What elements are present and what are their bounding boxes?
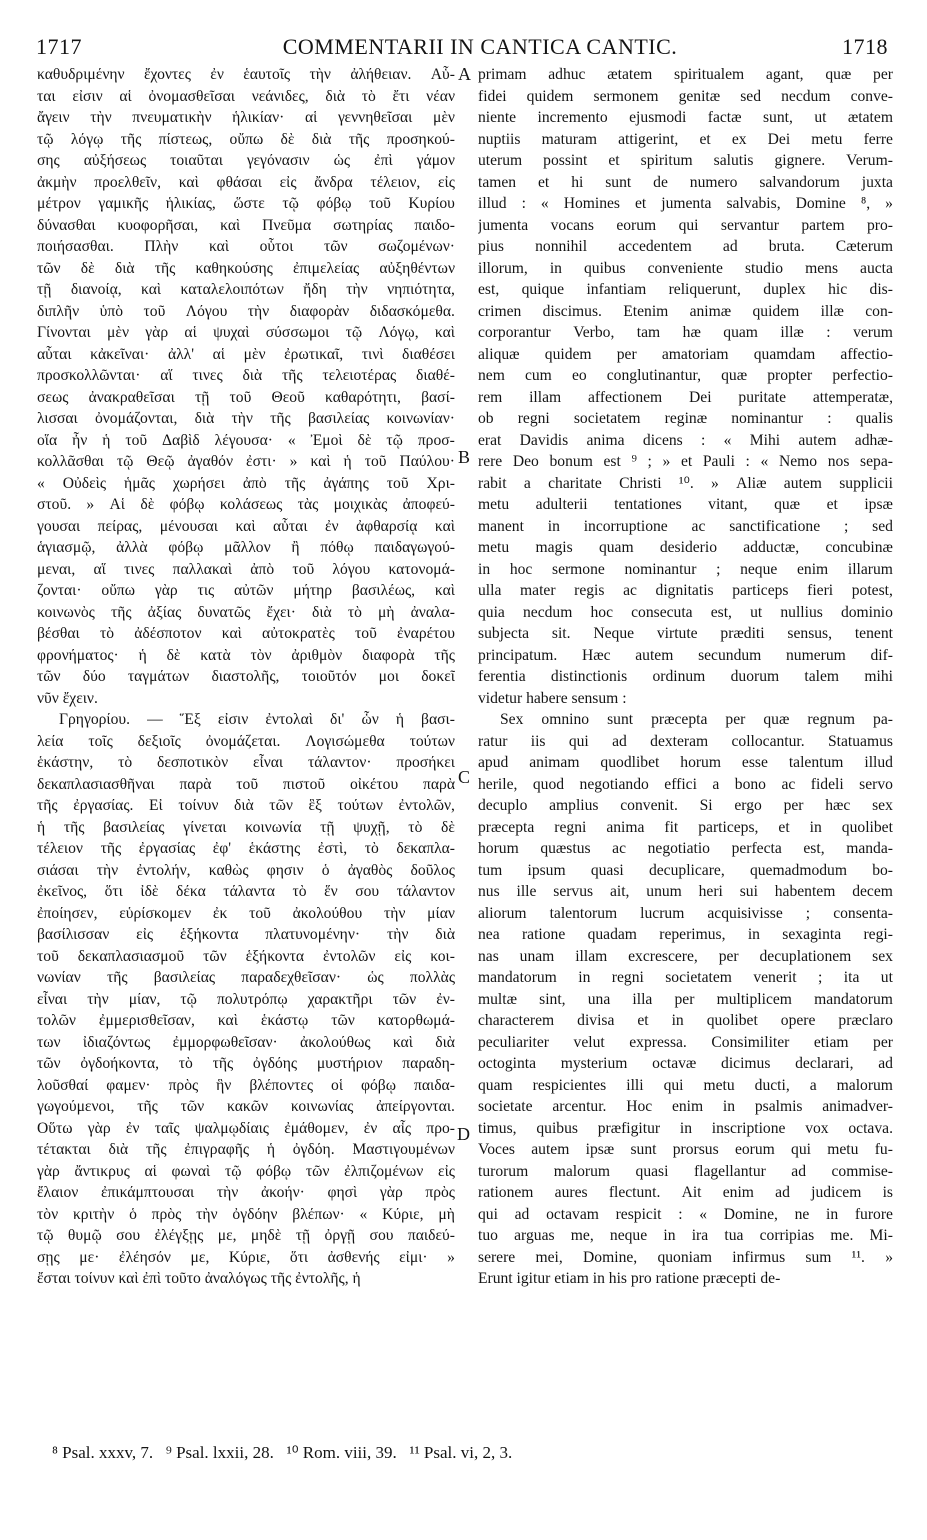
greek-text-line: κολλᾶσθαι τῷ Θεῷ ἀγαθόν ἐστι· » καὶ ἡ τοῦ Παύλου· <box>37 453 455 470</box>
greek-text-line: κοινωνὸς τῆς ἀξίας δυνατῶς ἔχει· διὰ τὸ μὴ ἀναλα- <box>37 603 455 621</box>
latin-text-line: Voces autem ipsæ sunt prorsus eorum qui metu fu- <box>478 1141 893 1158</box>
greek-text-line: σῃς με· ἐλέησόν με, Κύριε, ὅτι ἀσθενής εἰμι· » <box>37 1248 455 1266</box>
latin-text-line: pius nonnihil accedentem ad bruta. Cæterum <box>478 238 893 255</box>
latin-text-line: quia necdum hoc consecuta est, ut nullius dominio <box>478 603 893 621</box>
latin-text-line: illud : « Homines et jumenta salvabis, Domine ⁸, » <box>478 195 893 212</box>
latin-text-line: principatum. Hæc autem secundum numerum dif- <box>478 646 893 664</box>
latin-text-line: ob regni societatem reginæ nominantur : qualis <box>478 410 893 427</box>
greek-text-line: σης αὐξήσεως τοιαῦται γεγόνασιν ὡς ἐπὶ γάμον <box>37 152 455 169</box>
greek-text-line: προσκολλῶνται· αἵ τινες διὰ τῆς τελειοτέρας διαθέ- <box>37 367 455 384</box>
greek-text-line: λοῦσθαί φαμεν· πρὸς ἣν βλέποντες οἱ φόβῳ παιδα- <box>37 1076 455 1094</box>
latin-text-line: ulla mater regis ac dignitatis particeps fieri potest, <box>478 582 893 599</box>
greek-text-line: νῦν ἔχειν. <box>37 689 98 707</box>
latin-text-line: turorum malorum quasi flagellantur ad commise- <box>478 1162 893 1180</box>
latin-text-line: metu magis quam desiderio adductæ, concubinæ <box>478 539 893 556</box>
greek-text-line: τολῶν ἐμμερισθεῖσαν, καὶ ἑκάστῳ τῶν κατορθωμά- <box>37 1012 455 1029</box>
latin-text-line: illorum, in quibus conveniente studio mens aucta <box>478 259 893 277</box>
greek-text-line: νωνίαν τῆς βασιλείας παραδεχθεῖσαν· ὡς πολλὰς <box>37 969 455 986</box>
greek-text-line: ἐκεῖνος, ὅτι ἰδὲ δέκα τάλαντα τὸ ἕν σου τάλαντον <box>37 883 455 900</box>
greek-text-line: ἔλαιον ἐπικάμπτουσαι τὴν ἀκοήν· φησὶ γὰρ πρὸς <box>37 1184 455 1201</box>
greek-text-line: τέτακται διὰ τῆς ἐπιγραφῆς ἡ ὀγδόη. Μαστιγουμένων <box>37 1141 455 1158</box>
greek-text-line: Οὕτω γὰρ ἐν ταῖς ψαλμῳδίαις ἐμάθομεν, ἐν αἷς προ- <box>37 1119 455 1137</box>
latin-text-line: niente incremento ejusmodi factæ sunt, ut ætatem <box>478 109 893 126</box>
greek-text-line: ἄγειν τὴν πνευματικὴν ἡλικίαν· αἱ γεννηθεῖσαι μὲν <box>37 109 455 126</box>
greek-text-line: τῆς ἐργασίας. Εἰ τοίνυν διὰ τῶν ἓξ τούτων ἐντολῶν, <box>37 797 455 814</box>
latin-text-line: in hoc sermone nominantur ; neque enim illarum <box>478 560 893 578</box>
latin-text-line: rationem aures flectunt. Ait enim ad judicem is <box>478 1184 893 1201</box>
greek-text-line: φρονήματος· ἡ δὲ κατὰ τὸν ἀριθμὸν διαφορὰ τῆς <box>37 646 455 664</box>
latin-text-line: Sex omnino sunt præcepta per quæ regnum pa- <box>500 711 893 728</box>
greek-text-line: στοῦ. » Αἱ δὲ φόβῳ κολάσεως τὰς μοιχικὰς ἀποφεύ- <box>37 496 455 513</box>
latin-text-line: subjecta sit. Neque virtute præditi sensus, tenent <box>478 625 893 642</box>
greek-text-line: αὗται κἀκεῖναι· ἀλλ' αἱ μὲν ἐρωτικαῖ, τινὶ διαθέσει <box>37 345 455 363</box>
greek-text-line: Γρηγορίου. — Ἕξ εἰσιν ἐντολαὶ δι' ὧν ἡ βασι- <box>59 711 455 728</box>
latin-text-line: nea ratione quadam reperimus, in sexaginta regi- <box>478 926 893 943</box>
latin-text-line: serere mei, Domine, quoniam infirmus sum ¹¹. » <box>478 1248 893 1266</box>
greek-text-line: « Οὐδεὶς ἡμᾶς χωρήσει ἀπὸ τῆς ἀγάπης τοῦ Χρι- <box>37 474 455 492</box>
greek-text-line: δύνασθαι κυοφορῆσαι, καὶ Πνεῦμα σωτηρίας παιδο- <box>37 216 455 234</box>
greek-text-line: ποιήσασθαι. Πλὴν καὶ οὗτοι τῶν σωζομένων· <box>37 238 455 255</box>
latin-text-line: nem cum eo conglutinantur, quæ propter perfectio- <box>478 367 893 384</box>
section-marker-d: D <box>457 1124 470 1144</box>
greek-text-line: ἔσται τοίνυν καὶ ἐπὶ τοῦτο ἀναλόγως τῆς ἐντολῆς, ἡ <box>37 1270 361 1287</box>
latin-text-line: nuptiis maturam attigerint, et ex Dei metu ferre <box>478 130 893 148</box>
greek-text-line: τῷ θυμῷ σου ἐλέγξῃς με, μηδὲ τῇ ὀργῇ σου παιδεύ- <box>37 1227 455 1244</box>
latin-text-line: tamen et hi sunt de numero salvandorum juxta <box>478 173 893 191</box>
latin-text-line: crimen discimus. Etenim animæ quidem illæ con- <box>478 302 893 320</box>
latin-text-line: mandatorum in regni societatem venerit ; ita ut <box>478 969 893 986</box>
latin-text-line: decuplo amplius convenit. Si ergo per hæc sex <box>478 797 893 814</box>
latin-text-line: nas unam illam excrescere, per decuplationem sex <box>478 947 893 965</box>
greek-text-line: ἁγιασμῷ, ἀλλὰ φόβῳ μᾶλλον ἢ πόθῳ παιδαγωγού- <box>37 539 455 556</box>
latin-text-line: uterum possint et spiritum salutis gignere. Verum- <box>478 152 893 169</box>
latin-text-line: præcepta regni anima fit particeps, et in quolibet <box>478 818 893 836</box>
greek-text-line: τὸν κριτὴν ὁ πρὸς τὴν ὀγδόην βλέπων· « Κύριε, μὴ <box>37 1205 455 1223</box>
latin-text-line: rem illam affectionem Dei puritate attemperatæ, <box>478 388 893 406</box>
greek-text-line: σιάσαι τὴν ἐντολήν, καθὼς φησιν ὁ ἀγαθὸς δοῦλος <box>37 861 455 879</box>
latin-text-line: characterem divisa et in quolibet opere præclaro <box>478 1012 893 1029</box>
greek-text-line: τῶν ὀγδοήκοντα, τὸ τῆς ὀγδόης μυστήριον παραδη- <box>37 1055 455 1072</box>
greek-text-line: σεως ἀνακραθεῖσαι τῇ τοῦ Θεοῦ καθαρότητι, βασί- <box>37 388 455 406</box>
latin-text-line: qui ad octavam respicit : « Domine, ne in furore <box>478 1205 893 1223</box>
latin-text-line: primam adhuc ætatem spiritualem agant, quæ per <box>478 66 893 83</box>
greek-text-line: καθυδριμένην ἔχοντες ἐν ἑαυτοῖς τὴν ἀλήθειαν. Αὗ- <box>37 66 455 83</box>
latin-text-line: peculiariter velut expressa. Consimiliter etiam per <box>478 1033 893 1051</box>
greek-text-line: τῇ διανοίᾳ, καὶ καταλελοιπότων ἤδη τὴν νηπιότητα, <box>37 281 455 298</box>
greek-text-line: γουσαι πείρας, μένουσαι καὶ αὗται ἐν ἀφθαρσίᾳ καὶ <box>37 517 455 535</box>
greek-column <box>37 64 455 1290</box>
latin-text-line: videtur habere sensum : <box>478 689 627 707</box>
latin-text-line: octoginta mysterium octavæ dicimus declarari, ad <box>478 1055 893 1072</box>
latin-text-line: manent in incorruptione ac sanctificatione ; sed <box>478 517 893 535</box>
greek-text-line: τέλειον τῆς ἐργασίας ἐφ' ἑκάστης ἐστὶ, τὸ δεκαπλα- <box>37 840 455 857</box>
latin-text-line: apud animam quodlibet horum esse talentum illud <box>478 754 893 771</box>
greek-text-line: ζονται· οὔπω γὰρ τις αὐτῶν μήτηρ βασιλέως, καὶ <box>37 582 455 599</box>
latin-text-line: timus, quibus præfigitur in inscriptione vox octava. <box>478 1119 893 1137</box>
latin-text-line: tuo arguas me, neque in ira tua corripias me. Mi- <box>478 1227 893 1244</box>
footnotes: ⁸ Psal. xxxv, 7. ⁹ Psal. lxxii, 28. ¹⁰ Rom. viii, 39. ¹¹ Psal. vi, 2, 3. <box>52 1443 513 1462</box>
section-marker-c: C <box>458 767 471 787</box>
latin-text-line: societate arcentur. Hoc enim in psalmis animadver- <box>478 1098 893 1115</box>
latin-text-line: rabit a charitate Christi ¹⁰. » Aliæ autem supplicii <box>478 474 893 492</box>
greek-text-line: μεναι, αἵ τινες παλλακαὶ ἀπὸ τοῦ λόγου κατονομά- <box>37 560 455 578</box>
latin-text-line: jumenta vocans eorum qui servantur partem pro- <box>478 216 893 234</box>
greek-text-line: τοῦ δεκαπλασιασμοῦ τῶν ἑξήκοντα ἐντολῶν εἰς κοι- <box>37 947 455 965</box>
latin-text-line: est, quique infantiam reliquerunt, duplex hic dis- <box>478 281 893 298</box>
greek-text-line: διπλῆν ὑπὸ τοῦ Λόγου τὴν διαφορὰν διδασκόμεθα. <box>37 302 455 320</box>
greek-text-line: γωγούμενοι, τῆς τῶν κακῶν κοινωνίας ἀπείργονται. <box>37 1098 455 1115</box>
greek-text-line: οἵα ἦν ἡ τοῦ Δαβὶδ λέγουσα· « Ἐμοὶ δὲ τῷ προσ- <box>37 431 455 449</box>
latin-text-line: corporantur Verbo, tam hæ quam illæ : verum <box>478 324 893 341</box>
greek-text-line: ἐποίησεν, εὑρίσκομεν ἐκ τοῦ ἀκολούθου τὴν μίαν <box>37 904 455 922</box>
latin-text-line: tum ipsum quasi decuplicare, quemadmodum bo- <box>478 861 893 879</box>
latin-text-line: erat Davidis anima dicens : « Mihi autem adhæ- <box>478 431 893 449</box>
greek-text-line: τῷ λόγῳ τῆς πίστεως, οὔπω δὲ διὰ τῆς προσηκού- <box>37 130 455 148</box>
section-marker-a: A <box>458 64 471 84</box>
latin-column <box>478 64 893 1290</box>
greek-text-line: λεία τοῖς δεξιοῖς ὀνομάζεται. Λογισώμεθα τούτων <box>37 732 455 750</box>
greek-text-line: εἶναι τὴν μίαν, τῷ πολυτρόπῳ χαρακτῆρι τῶν ἐν- <box>37 990 455 1008</box>
greek-text-line: βέσθαι τὸ ἀδέσποτον καὶ αὐτοκρατὲς τοῦ ἐναρέτου <box>37 625 455 642</box>
section-marker-b: B <box>458 447 471 467</box>
latin-text-line: horum quæstus ac negotiatio perfecta est, manda- <box>478 840 893 857</box>
greek-text-line: ἑκάστην, τὸ δεσποτικὸν εἶναι τάλαντον· προσήκει <box>37 754 455 771</box>
latin-text-line: quam respicientes illi qui metu ducti, a malorum <box>478 1076 893 1094</box>
latin-text-line: aliorum talentorum lucrum acquisivisse ; consenta- <box>478 904 893 922</box>
greek-text-line: λισσαι ὀνομάζονται, διὰ τὴν τῆς βασιλείας κοινωνίαν· <box>37 410 455 427</box>
greek-text-line: μέτρον γαμικῆς ἡλικίας, ὥστε τῷ φόβῳ τοῦ Κυρίου <box>37 195 455 212</box>
latin-text-line: herile, quod negotiando effici a bono ac fideli servo <box>478 775 893 793</box>
greek-text-line: ἀκμὴν προελθεῖν, καὶ φθάσαι εἰς ἄνδρα τέλειον, εἰς <box>37 173 455 191</box>
greek-text-line: των ἰδιαζόντως ἐμμορφωθεῖσαν· ἀκολούθως καὶ διὰ <box>37 1033 455 1051</box>
greek-text-line: τῶν δὲ διὰ τῆς καθηκούσης ἐπιμελείας αὐξηθέντων <box>37 259 455 277</box>
latin-text-line: fidei quidem sermonem genitæ sed necdum conve- <box>478 87 893 105</box>
latin-text-line: multæ sint, una illa per multiplicem mandatorum <box>478 990 893 1008</box>
greek-text-line: ἡ τῆς βασιλείας γίνεται κοινωνία τῇ ψυχῇ, τὸ δὲ <box>37 818 455 836</box>
greek-text-line: βασίλισσαν εἰς ἑξήκοντα πλατυνομένην· τὴν διὰ <box>37 926 455 943</box>
latin-text-line: metu adulterii tentationes vitant, quæ et ipsæ <box>478 496 893 513</box>
greek-text-line: δεκαπλασιασθῆναι παρὰ τοῦ πιστοῦ οἰκέτου παρὰ <box>37 775 455 793</box>
latin-text-line: Erunt igitur etiam in his pro ratione præcepti de- <box>478 1270 781 1287</box>
latin-text-line: rere Deo bonum est ⁹ ; » et Pauli : « Nemo nos sepa- <box>478 453 893 470</box>
running-title: COMMENTARII IN CANTICA CANTIC. <box>282 34 678 59</box>
latin-text-line: aliquæ quidem per amatoriam quamdam affectio- <box>478 345 893 363</box>
greek-text-line: γὰρ ἄντικρυς αἱ φωναὶ τῷ φόβῳ τῶν ἐλπιζομένων εἰς <box>37 1162 455 1180</box>
greek-text-line: τῶν δύο ταγμάτων διαστολῆς, τοιοῦτόν μοι δοκεῖ <box>37 668 455 685</box>
page-number-right: 1718 <box>842 34 888 59</box>
latin-text-line: ferentia distinctionis ordinum duorum talem mihi <box>478 668 893 685</box>
latin-text-line: nus ille servus ait, unum heri sui habentem decem <box>478 883 893 900</box>
greek-text-line: Γίνονται μὲν γὰρ αἱ ψυχαὶ σύσσωμοι τῷ Λόγῳ, καὶ <box>37 324 455 341</box>
latin-text-line: ratur iis qui ad dexteram collocantur. Statuamus <box>478 732 893 750</box>
greek-text-line: ται εἰσιν αἱ ὀνομασθεῖσαι νεάνιδες, διὰ τὸ ἔτι νέαν <box>37 87 455 105</box>
page-number-left: 1717 <box>36 34 82 59</box>
